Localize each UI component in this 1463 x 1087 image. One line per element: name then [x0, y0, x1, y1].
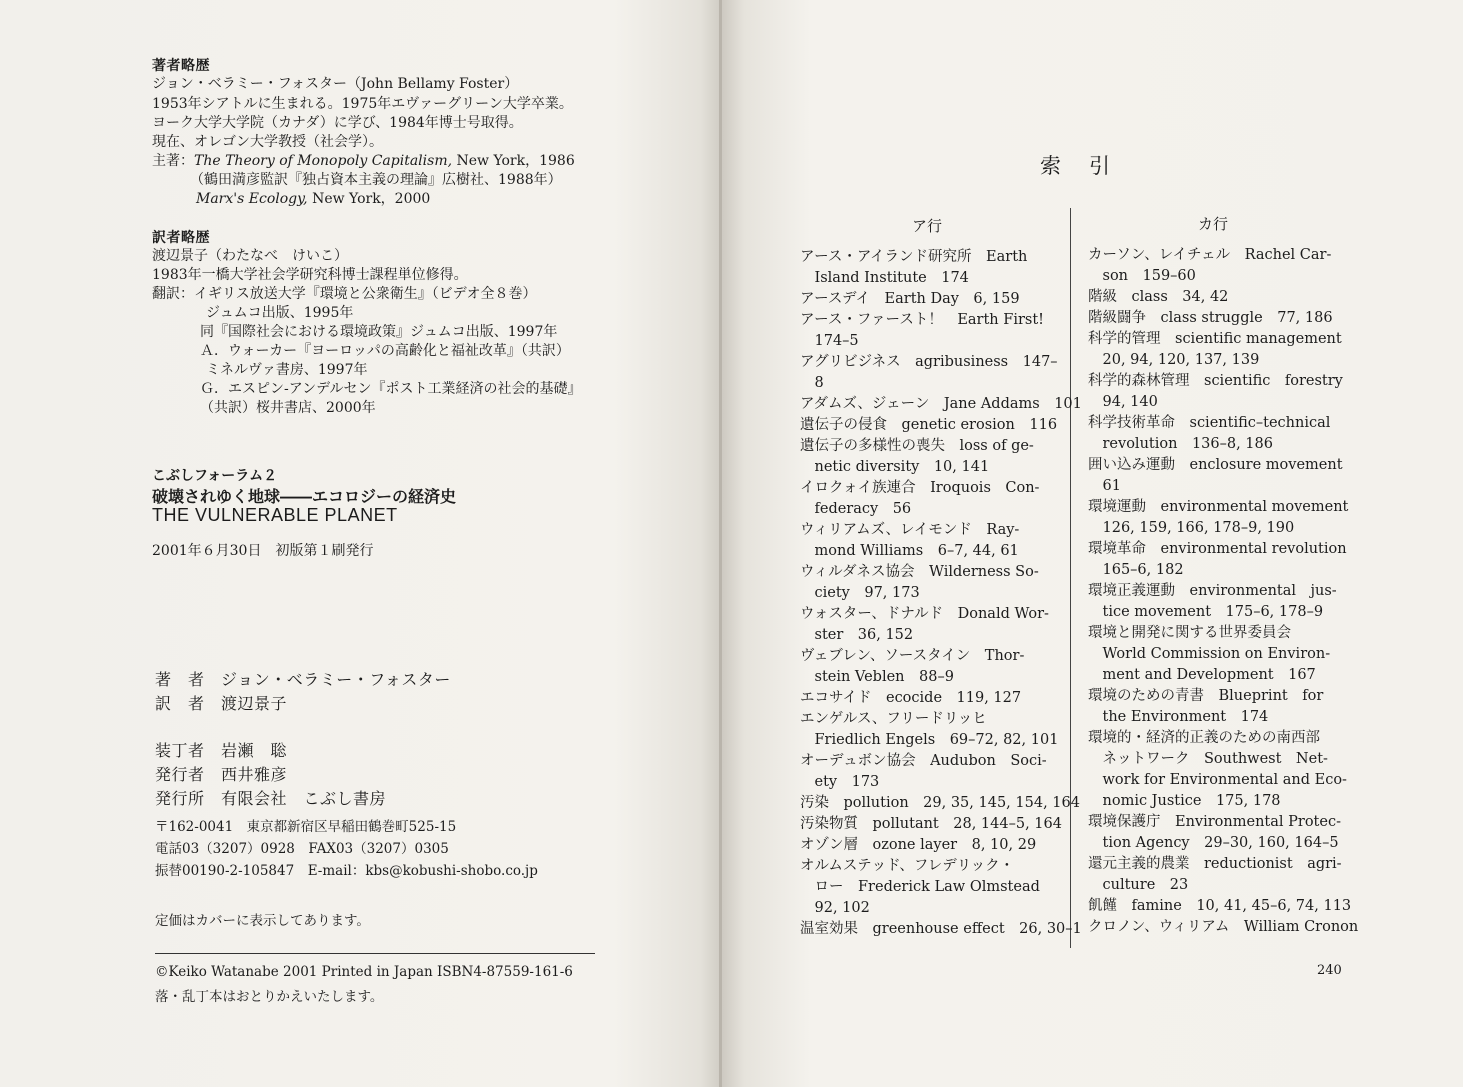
index-entry: Island Institute 174 [800, 270, 969, 286]
book-title-english: THE VULNERABLE PLANET [152, 505, 398, 525]
index-entry: son 159–60 [1088, 268, 1196, 284]
translator-bio-line: Ｇ．エスピン-アンデルセン『ポスト工業経済の社会的基礎』 [200, 381, 582, 397]
index-entry: ヴェブレン、ソースタイン Thor- [800, 648, 1025, 664]
right-page-index [722, 0, 1463, 1087]
price-note: 定価はカバーに表示してあります。 [155, 913, 370, 929]
index-column-ka [1088, 245, 1358, 938]
left-page-colophon [0, 0, 722, 1087]
translator-bio-line: ミネルヴァ書房、1997年 [206, 362, 368, 378]
credit-designer [155, 738, 287, 761]
translator-bio-line: 1983年一橋大学社会学研究科博士課程単位修得。 [152, 267, 468, 283]
index-entry: 126, 159, 166, 178–9, 190 [1088, 520, 1295, 536]
translator-bio-heading: 訳者略歴 [152, 230, 210, 246]
index-entry: 174–5 [800, 333, 859, 349]
series-name: こぶしフォーラム２ [152, 468, 278, 484]
credit-name: 岩瀬 聡 [221, 741, 288, 760]
work-detail: New York，2000 [307, 191, 431, 207]
translator-bio-line: ジュムコ出版、1995年 [206, 305, 354, 321]
author-bio-line: ヨーク大学大学院（カナダ）に学び、1984年博士号取得。 [152, 115, 523, 131]
works-label: 主著： [152, 153, 194, 169]
index-entry: 汚染 pollution 29, 35, 145, 154, 164 [800, 795, 1080, 811]
index-entry: ウィルダネス協会 Wilderness So- [800, 564, 1039, 580]
credit-publishing-house [155, 786, 386, 809]
author-bio-line: ジョン・ベラミー・フォスター（John Bellamy Foster） [152, 76, 519, 92]
work-title: Marx's Ecology, [196, 191, 308, 207]
index-title: 索引 [1040, 154, 1138, 178]
translator-bio-line: （共訳）桜井書店、2000年 [200, 400, 376, 416]
author-bio-line: 現在、オレゴン大学教授（社会学）。 [152, 134, 383, 150]
index-entry: アグリビジネス agribusiness 147– [800, 354, 1058, 370]
translator-bio-line: 渡辺景子（わたなべ けいこ） [152, 248, 348, 264]
index-entry: 科学的管理 scientific management [1088, 331, 1342, 347]
index-entry: ネットワーク Southwest Net- [1088, 751, 1328, 767]
index-column-a [800, 247, 1082, 940]
index-entry: revolution 136–8, 186 [1088, 436, 1273, 452]
index-entry: 165–6, 182 [1088, 562, 1184, 578]
index-entry: 61 [1088, 478, 1121, 494]
index-entry: アースデイ Earth Day 6, 159 [800, 291, 1020, 307]
index-entry: federacy 56 [800, 501, 912, 517]
work-translation-note: （鶴田満彦監訳『独占資本主義の理論』広樹社、1988年） [190, 172, 562, 188]
credit-name: 有限会社 こぶし書房 [221, 789, 387, 808]
index-entry: 温室効果 greenhouse effect 26, 30–1 [800, 921, 1082, 937]
credit-role: 訳 者 [155, 694, 205, 713]
index-entry: 環境のための青書 Blueprint for [1088, 688, 1324, 704]
author-works-line [196, 190, 430, 210]
index-entry: クロノン、ウィリアム William Cronon [1088, 919, 1359, 935]
index-entry: the Environment 174 [1088, 709, 1269, 725]
index-entry: 飢饉 famine 10, 41, 45–6, 74, 113 [1088, 898, 1352, 914]
replacement-note: 落・乱丁本はおとりかえいたします。 [155, 989, 384, 1005]
index-entry: エンゲルス、フリードリッヒ [800, 711, 987, 727]
index-entry: Friedlich Engels 69–72, 82, 101 [800, 732, 1059, 748]
credit-translator [155, 691, 287, 714]
index-entry: ウィリアムズ、レイモンド Ray- [800, 522, 1020, 538]
index-entry: ロー Frederick Law Olmstead [800, 879, 1040, 895]
index-entry: イロクォイ族連合 Iroquois Con- [800, 480, 1040, 496]
credit-publisher [155, 762, 287, 785]
index-entry: 囲い込み運動 enclosure movement [1088, 457, 1343, 473]
index-entry: アース・アイランド研究所 Earth [800, 249, 1028, 265]
publisher-transfer-email: 振替00190-2-105847 E-mail：kbs@kobushi-shobo.co.jp [155, 863, 538, 879]
page-number: 240 [1317, 963, 1342, 978]
index-entry: 94, 140 [1088, 394, 1158, 410]
index-entry: ウォスター、ドナルド Donald Wor- [800, 606, 1049, 622]
index-entry: 8 [800, 375, 824, 391]
index-entry: 環境的・経済的正義のための南西部 [1088, 730, 1320, 746]
index-entry: tice movement 175–6, 178–9 [1088, 604, 1324, 620]
index-entry: ety 173 [800, 774, 880, 790]
index-entry: 階級 class 34, 42 [1088, 289, 1229, 305]
index-entry: オルムステッド、フレデリック・ [800, 858, 1015, 874]
index-entry: アダムズ、ジェーン Jane Addams 101 [800, 396, 1082, 412]
credit-role: 発行者 [155, 765, 205, 784]
index-entry: エコサイド ecocide 119, 127 [800, 690, 1022, 706]
column-heading-ka: カ行 [1198, 215, 1229, 233]
index-entry: netic diversity 10, 141 [800, 459, 990, 475]
index-entry: ment and Development 167 [1088, 667, 1316, 683]
index-entry: 階級闘争 class struggle 77, 186 [1088, 310, 1333, 326]
author-bio-heading: 著者略歴 [152, 58, 210, 74]
work-detail: New York，1986 [452, 153, 575, 169]
credit-role: 発行所 [155, 789, 205, 808]
index-entry: 環境運動 environmental movement [1088, 499, 1349, 515]
author-works-line [152, 152, 575, 172]
index-entry: ster 36, 152 [800, 627, 914, 643]
credit-role: 装丁者 [155, 741, 205, 760]
index-entry: オゾン層 ozone layer 8, 10, 29 [800, 837, 1037, 853]
index-entry: オーデュボン協会 Audubon Soci- [800, 753, 1047, 769]
credit-name: ジョン・ベラミー・フォスター [221, 670, 451, 689]
credit-author [155, 667, 451, 690]
index-entry: work for Environmental and Eco- [1088, 772, 1347, 788]
index-entry: 還元主義的農業 reductionist agri- [1088, 856, 1342, 872]
index-entry: World Commission on Environ- [1088, 646, 1331, 662]
index-entry: 環境正義運動 environmental jus- [1088, 583, 1337, 599]
publish-date: 2001年６月30日 初版第１刷発行 [152, 543, 374, 559]
index-entry: 環境と開発に関する世界委員会 [1088, 625, 1291, 641]
index-entry: 20, 94, 120, 137, 139 [1088, 352, 1260, 368]
index-entry: 遺伝子の侵食 genetic erosion 116 [800, 417, 1058, 433]
copyright-line: ©Keiko Watanabe 2001 Printed in Japan ISBN4-87559-161-6 [155, 964, 573, 980]
index-entry: カーソン、レイチェル Rachel Car- [1088, 247, 1332, 263]
index-entry: 遺伝子の多様性の喪失 loss of ge- [800, 438, 1034, 454]
publisher-phone-fax: 電話03（3207）0928 FAX03（3207）0305 [155, 841, 449, 857]
index-entry: 汚染物質 pollutant 28, 144–5, 164 [800, 816, 1062, 832]
credit-name: 渡辺景子 [221, 694, 288, 713]
index-entry: nomic Justice 175, 178 [1088, 793, 1281, 809]
index-entry: mond Williams 6–7, 44, 61 [800, 543, 1019, 559]
index-entry: stein Veblen 88–9 [800, 669, 954, 685]
translator-bio-line: 同『国際社会における環境政策』ジュムコ出版、1997年 [200, 324, 558, 340]
index-entry: 環境保護庁 Environmental Protec- [1088, 814, 1341, 830]
translator-bio-line: 翻訳：イギリス放送大学『環境と公衆衛生』（ビデオ全８巻） [152, 286, 537, 302]
book-title: 破壊されゆく地球――エコロジーの経済史 [152, 487, 457, 506]
index-entry: アース・ファースト！ Earth First! [800, 312, 1044, 328]
index-entry: tion Agency 29–30, 160, 164–5 [1088, 835, 1339, 851]
index-entry: 科学技術革命 scientific–technical [1088, 415, 1331, 431]
publisher-address: 〒162-0041 東京都新宿区早稲田鶴巻町525-15 [155, 819, 457, 835]
credit-name: 西井雅彦 [221, 765, 288, 784]
work-title: The Theory of Monopoly Capitalism, [194, 153, 453, 169]
index-entry: culture 23 [1088, 877, 1189, 893]
index-entry: ciety 97, 173 [800, 585, 920, 601]
index-entry: 環境革命 environmental revolution [1088, 541, 1347, 557]
credit-role: 著 者 [155, 670, 205, 689]
author-bio-line: 1953年シアトルに生まれる。1975年エヴァーグリーン大学卒業。 [152, 96, 573, 112]
index-entry: 科学的森林管理 scientific forestry [1088, 373, 1343, 389]
index-entry: 92, 102 [800, 900, 870, 916]
translator-bio-line: Ａ．ウォーカー『ヨーロッパの高齢化と福祉改革』（共訳） [200, 343, 570, 359]
column-heading-a: ア行 [912, 217, 943, 235]
colophon-rule [155, 953, 595, 954]
